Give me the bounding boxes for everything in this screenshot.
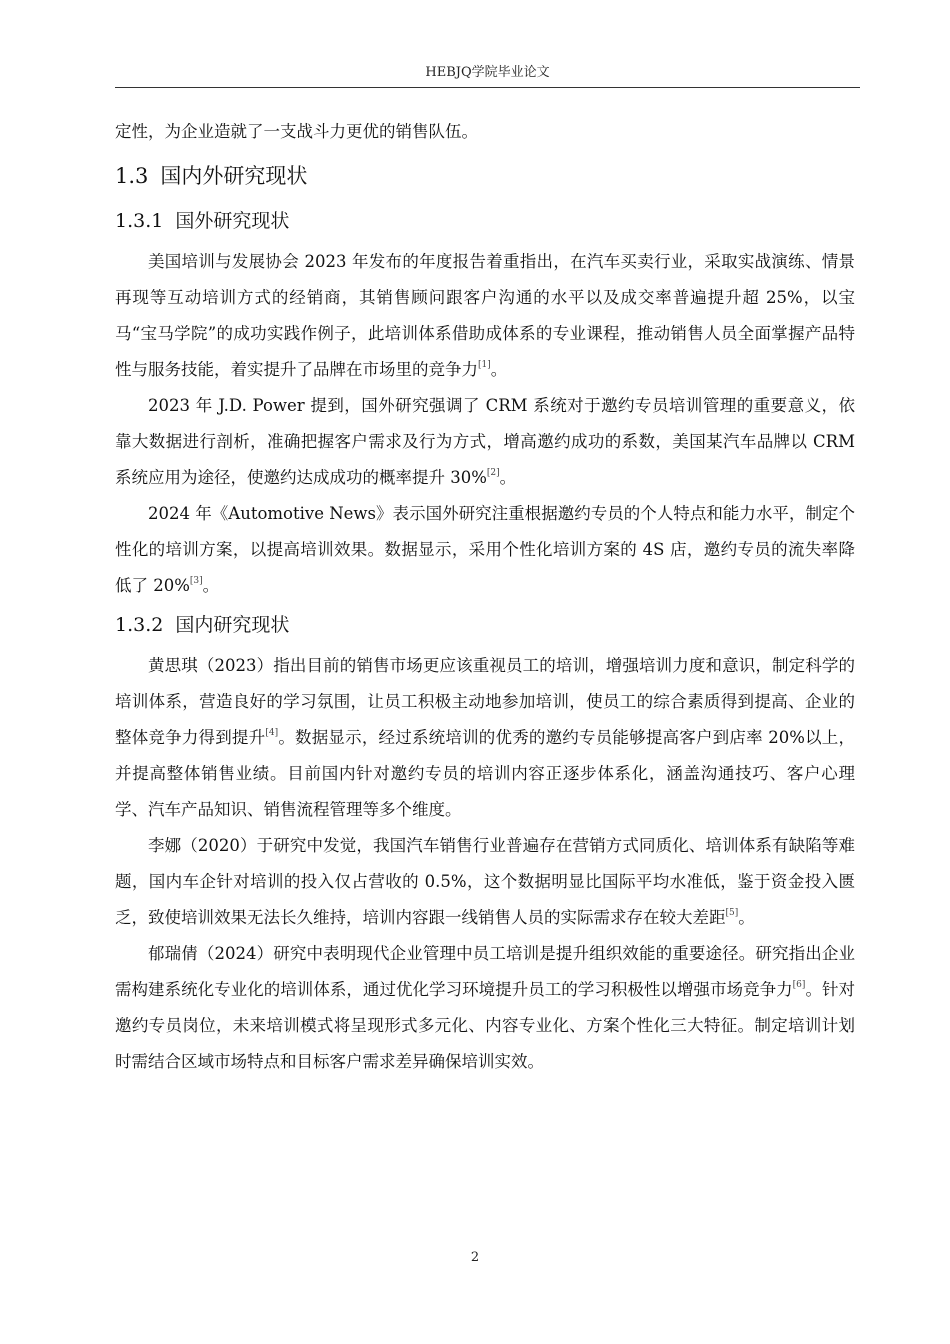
paragraph: 2023 年 J.D. Power 提到，国外研究强调了 CRM 系统对于邀约专员培训管理的重要意义，依靠大数据进行剖析，准确把握客户需求及行为方式，增高邀约成功的系数，美国某汽车品牌以 CRM 系统应用为途径，使邀约达成成功的概率提升 30%[2]。 xyxy=(115,396,855,487)
paragraph: 郁瑞倩（2024）研究中表明现代企业管理中员工培训是提升组织效能的重要途径。研究指出企业需构建系统化专业化的培训体系，通过优化学习环境提升员工的学习积极性以增强市场竞争力[6]。针对邀约专员岗位，未来培训模式将呈现形式多元化、内容专业化、方案个性化三大特征。制定培训计划时需结合区域市场特点和目标客户需求差异确保培训实效。 xyxy=(115,944,856,1071)
subsection-heading-foreign xyxy=(115,200,855,242)
subsection-heading-domestic xyxy=(115,604,855,646)
citation-ref: [1] xyxy=(478,360,491,370)
section-heading xyxy=(115,156,855,196)
paragraph: 李娜（2020）于研究中发觉，我国汽车销售行业普遍存在营销方式同质化、培训体系有缺陷等难题，国内车企针对培训的投入仅占营收的 0.5%，这个数据明显比国际平均水准低，鉴于资金投入匮乏，致使培训效果无法长久维持，培训内容跟一线销售人员的实际需求存在较大差距[5]。 xyxy=(115,836,855,927)
paragraph: 2024 年《Automotive News》表示国外研究注重根据邀约专员的个人特点和能力水平，制定个性化的培训方案，以提高培训效果。数据显示，采用个性化培训方案的 4S 店，邀约专员的流失率降低了 20%[3]。 xyxy=(115,504,855,595)
citation-ref: [5] xyxy=(725,908,739,918)
citation-ref: [6] xyxy=(792,980,806,990)
citation-ref: [2] xyxy=(486,468,500,478)
paragraph: 黄思琪（2023）指出目前的销售市场更应该重视员工的培训，增强培训力度和意识，制定科学的培训体系，营造良好的学习氛围，让员工积极主动地参加培训，使员工的综合素质得到提高、企业的整体竞争力得到提升[4]。数据显示，经过系统培训的优秀的邀约专员能够提高客户到店率 20%以上，并提高整体销售业绩。目前国内针对邀约专员的培训内容正逐步体系化，涵盖沟通技巧、客户心理学、汽车产品知识、销售流程管理等多个维度。 xyxy=(115,656,856,819)
header-rule xyxy=(115,87,860,88)
section-number: 1.3 xyxy=(115,164,149,188)
subsection-title: 国内研究现状 xyxy=(175,614,290,636)
section-title: 国内外研究现状 xyxy=(160,164,308,188)
subsection-number: 1.3.2 xyxy=(115,614,164,636)
citation-ref: [4] xyxy=(265,728,279,738)
paragraph: 美国培训与发展协会 2023 年发布的年度报告着重指出，在汽车买卖行业，采取实战演练、情景再现等互动培训方式的经销商，其销售顾问跟客户沟通的水平以及成交率普遍提升超 25%，以宝马“宝马学院”的成功实践作例子，此培训体系借助成体系的专业课程，推动销售人员全面掌握产品特性与服务技能，着实提升了品牌在市场里的竞争力[1]。 xyxy=(115,252,855,379)
running-header: HEBJQ学院毕业论文 xyxy=(425,65,550,80)
citation-ref: [3] xyxy=(189,576,203,586)
subsection-number: 1.3.1 xyxy=(115,210,164,232)
subsection-title: 国外研究现状 xyxy=(175,210,290,232)
page-body xyxy=(115,114,855,1080)
page-number: 2 xyxy=(470,1250,480,1265)
carryover-paragraph: 定性，为企业造就了一支战斗力更优的销售队伍。 xyxy=(115,122,478,141)
